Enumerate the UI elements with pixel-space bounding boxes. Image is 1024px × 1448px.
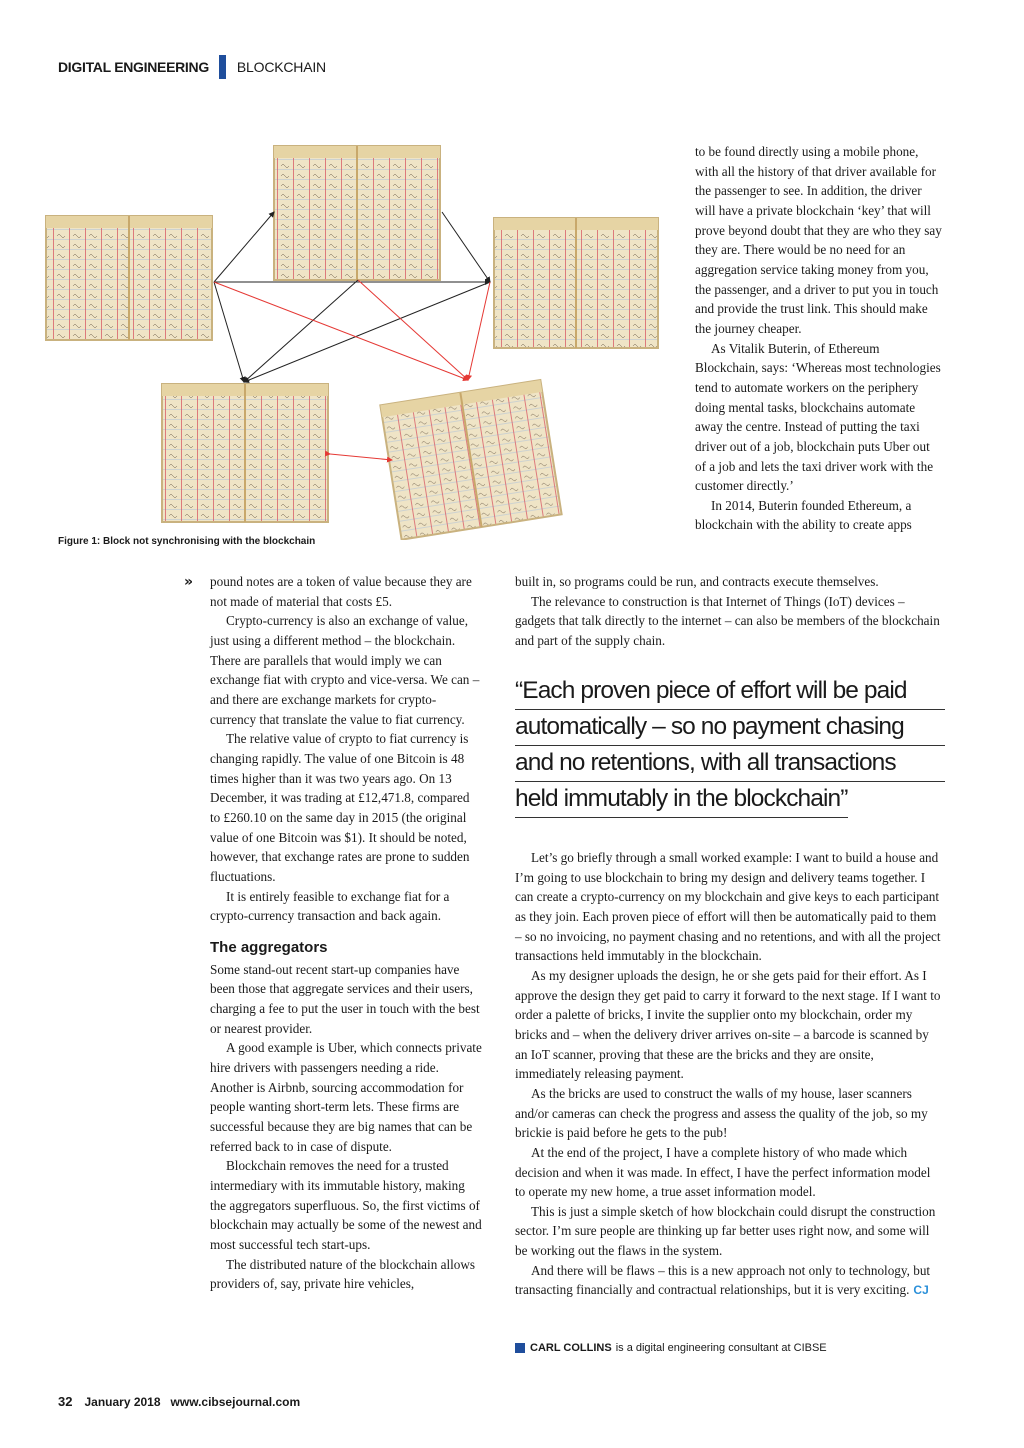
pull-quote-line: “Each proven piece of effort will be paid: [515, 674, 945, 710]
page-header: [58, 56, 326, 78]
pull-quote-line: held immutably in the blockchain”: [515, 782, 848, 818]
paragraph: Crypto-currency is also an exchange of value, just using a different method – the blockchain. There are parallels that would imply we can exchange fiat with crypto and vice-versa. We can – and there are exchange markets for crypto-currency that translate the value to fiat currency.: [210, 613, 480, 727]
paragraph: It is entirely feasible to exchange fiat for a crypto-currency transaction and back again.: [210, 888, 450, 924]
ledger-block-bottom-right-out-of-sync: [380, 380, 561, 540]
author-role: is a digital engineering consultant at CIBSE: [615, 1342, 827, 1354]
subheading-aggregators: The aggregators: [210, 938, 328, 956]
paragraph-final: [515, 1261, 943, 1301]
paragraph: Let’s go briefly through a small worked example: I want to build a house and I’m going to use blockchain to bring my design and delivery teams together. I can create a crypto-currency on my blockchain and give keys to each participant as they join. Each proven piece of effort will then be automatically paid to them – so no invoicing, no payment chasing and no retentions, and with all the project transactions held immutably in the blockchain.: [515, 850, 941, 964]
section-title: DIGITAL ENGINEERING: [58, 59, 209, 75]
author-bio: [515, 1342, 827, 1354]
pull-quote: [515, 674, 945, 818]
paragraph: A good example is Uber, which connects private hire drivers with passengers needing a ride. Another is Airbnb, sourcing accommodation for people wanting short-term lets. These firms are successful because they are big names that can be referred back to in case of dispute.: [210, 1040, 482, 1154]
paragraph: built in, so programs could be run, and contracts execute themselves.: [515, 574, 879, 589]
blockchain-figure: [38, 140, 678, 540]
paragraph: As my designer uploads the design, he or she gets paid for their effort. As I approve the design they get paid to carry it forward to the next stage. If I want to order a palette of bricks, I invite the supplier onto my blockchain, order my bricks and – when the delivery driver arrives on-site – a barcode is scanned by an IoT scanner, proving that these are the bricks and they are onsite, immediately releasing payment.: [515, 967, 941, 1082]
paragraph: to be found directly using a mobile phone, with all the history of that driver available for the passenger to see. In addition, the driver will have a private blockchain ‘key’ that will prove beyond doubt that they are who they say they are. There would be no need for an aggregation service taking money from you, the passenger, and a driver to put you in touch and provide the trust link. This should make the journey cheaper.: [695, 144, 942, 336]
paragraph: As the bricks are used to construct the walls of my house, laser scanners and/or cameras can check the progress and assess the quality of the job, so my brickie is paid before he gets to the pub!: [515, 1085, 928, 1141]
paragraph: As Vitalik Buterin, of Ethereum Blockchain, says: ‘Whereas most technologies tend to automate workers on the periphery doing mental tasks, blockchains automate away the centre. Instead of putting the taxi driver out of a job, blockchain puts Uber out of a job and lets the taxi driver work with the customer directly.’: [695, 340, 941, 494]
paragraph-text: And there will be flaws – this is a new approach not only to technology, but transacting financially and contractual relationships, but it is very exciting.: [515, 1262, 931, 1298]
website-url[interactable]: www.cibsejournal.com: [170, 1395, 301, 1409]
header-divider-bar: [219, 55, 226, 79]
right-column-top: [695, 142, 943, 535]
paragraph: The distributed nature of the blockchain allows providers of, say, private hire vehicles,: [210, 1256, 476, 1292]
paragraph: The relevance to construction is that Internet of Things (IoT) devices – gadgets that talk directly to the internet – can also be members of the blockchain and part of the supply chain.: [515, 593, 940, 648]
continuation-chevron-icon: »: [184, 574, 194, 590]
author-name: CARL COLLINS: [530, 1342, 612, 1354]
ledger-block-bottom-left: [162, 384, 328, 522]
paragraph: The relative value of crypto to fiat currency is changing rapidly. The value of one Bitcoin is 48 times higher than it was two years ago. On 13 December, it was trading at £12,471.8, compared to £260.10 on the same day in 2015 (the original value of one Bitcoin was $1). It should be noted, however, that exchange rates are prone to sudden fluctuations.: [210, 731, 470, 884]
right-column-lower: [515, 848, 943, 1301]
figure-caption: Figure 1: Block not synchronising with the blockchain: [58, 536, 316, 547]
issue-date: January 2018: [84, 1395, 161, 1409]
ledger-block-right: [494, 218, 658, 348]
right-column-continued: [515, 572, 943, 651]
paragraph: Blockchain removes the need for a trusted intermediary with its immutable history, making the aggregators superfluous. So, the first victims of blockchain may actually be some of the newest and most successful tech start-ups.: [210, 1158, 482, 1252]
end-mark: CJ: [913, 1283, 929, 1298]
author-square-icon: [515, 1343, 525, 1353]
topic-title: BLOCKCHAIN: [236, 59, 326, 75]
paragraph: At the end of the project, I have a complete history of who made which decision and when it was made. In effect, I have the perfect information model to operate my new home, a true asset information model.: [515, 1144, 931, 1200]
paragraph: Some stand-out recent start-up companies have been those that aggregate services and their users, charging a fee to put the user in touch with the best or nearest provider.: [210, 961, 480, 1036]
paragraph: pound notes are a token of value because they are not made of material that costs £5.: [210, 574, 472, 609]
left-column: [184, 572, 482, 1294]
pull-quote-line: automatically – so no payment chasing: [515, 710, 945, 746]
page-number: 32: [58, 1394, 73, 1409]
page-footer: [58, 1394, 300, 1409]
pull-quote-line: and no retentions, with all transactions: [515, 746, 945, 782]
paragraph: In 2014, Buterin founded Ethereum, a blockchain with the ability to create apps: [695, 497, 912, 533]
ledger-block-top: [274, 146, 440, 280]
paragraph: This is just a simple sketch of how blockchain could disrupt the construction sector. I’m sure people are thinking up far better uses right now, and some will be working out the flaws in the system.: [515, 1203, 936, 1259]
ledger-block-left: [46, 216, 212, 340]
